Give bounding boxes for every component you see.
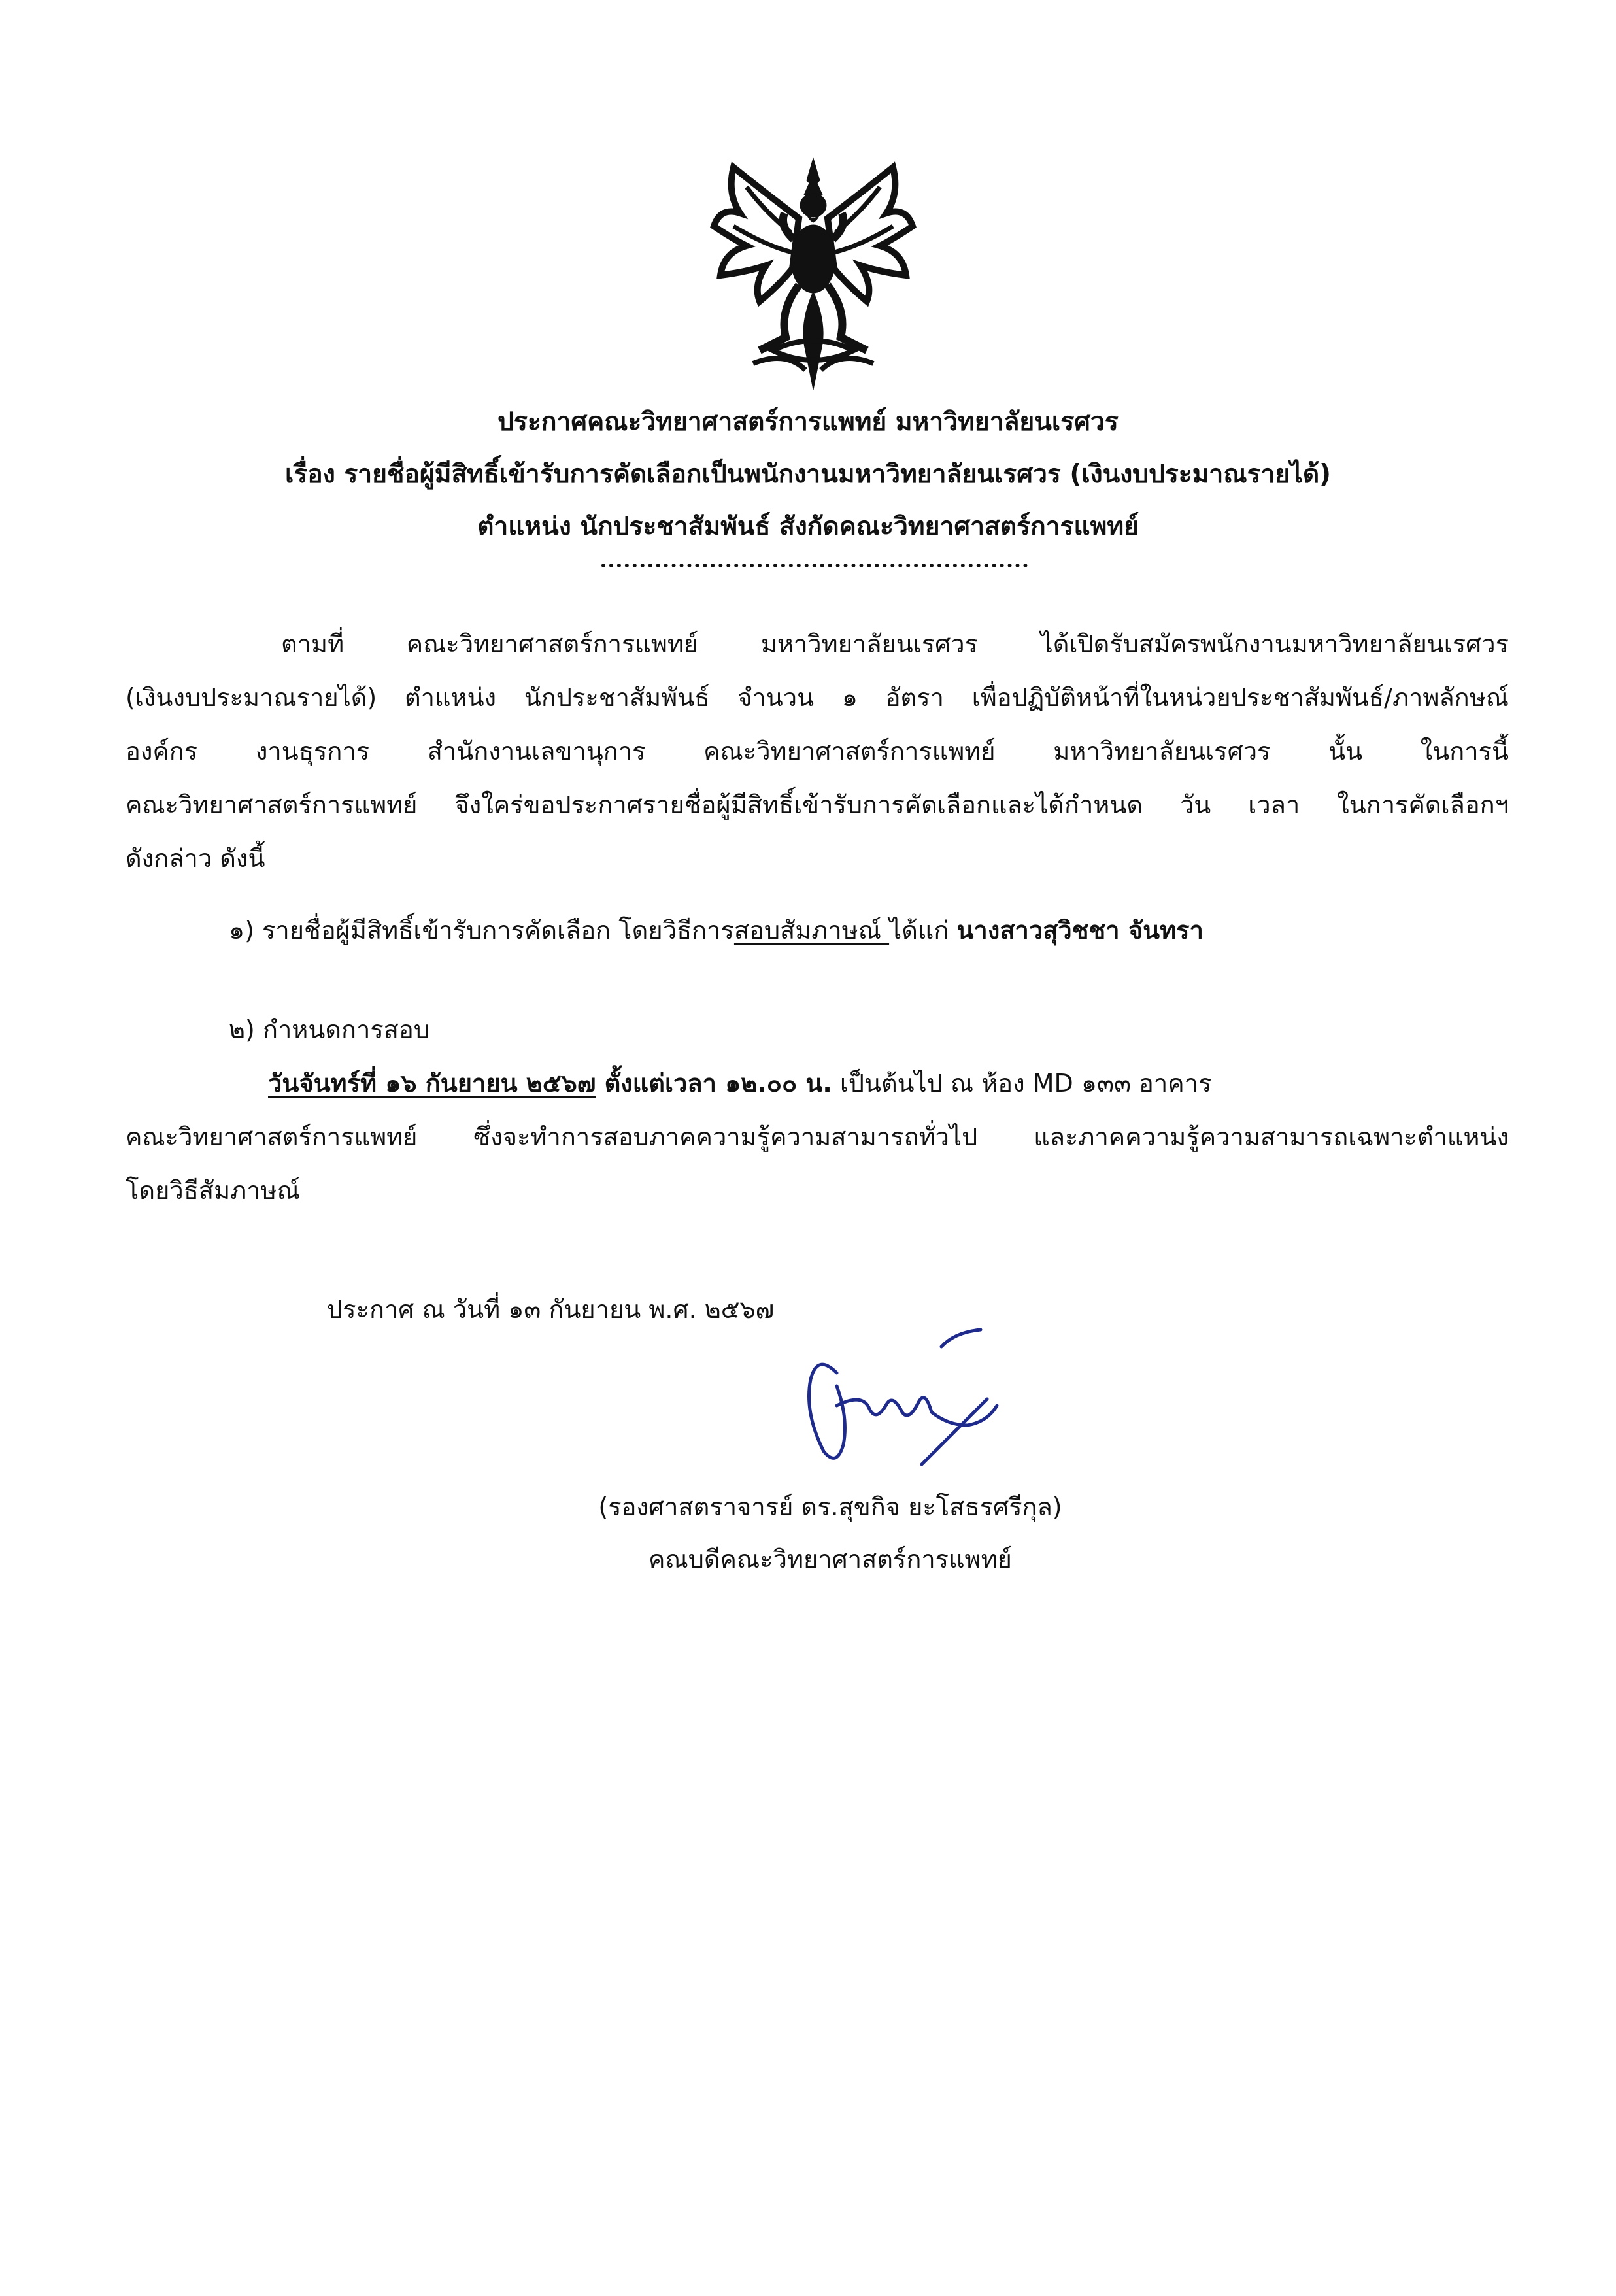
paragraph-line: (เงินงบประมาณรายได้) ตำแหน่ง นักประชาสัมพันธ์ จำนวน ๑ อัตรา เพื่อปฏิบัติหน้าที่ในหน่วยประชาสัมพันธ์/ภาพลักษณ์ [126, 683, 1509, 712]
exam-time: ตั้งแต่เวลา ๑๒.๐๐ น. [596, 1069, 832, 1098]
exam-location: เป็นต้นไป ณ ห้อง MD ๑๓๓ อาคาร [832, 1069, 1212, 1098]
paragraph-line: ตามที่ คณะวิทยาศาสตร์การแพทย์ มหาวิทยาลัยนเรศวร ได้เปิดรับสมัครพนักงานมหาวิทยาลัยนเรศวร [281, 630, 1509, 658]
exam-detail-line: โดยวิธีสัมภาษณ์ [126, 1176, 300, 1205]
position-line: ตำแหน่ง นักประชาสัมพันธ์ สังกัดคณะวิทยาศาสตร์การแพทย์ [477, 512, 1139, 541]
candidate-name: นางสาวสุวิชชา จันทรา [956, 916, 1204, 945]
exam-schedule-line [268, 1067, 1509, 1100]
item1-given-to: ได้แก่ [889, 916, 957, 945]
announcement-title: ประกาศคณะวิทยาศาสตร์การแพทย์ มหาวิทยาลัยนเรศวร [497, 407, 1119, 437]
selection-method: สอบสัมภาษณ์ [733, 916, 890, 945]
item1-prefix: ๑) รายชื่อผู้มีสิทธิ์เข้ารับการคัดเลือก โดยวิธีการ [229, 916, 734, 945]
paragraph-line: องค์กร งานธุรการ สำนักงานเลขานุการ คณะวิทยาศาสตร์การแพทย์ มหาวิทยาลัยนเรศวร นั้น ในการนี้ [126, 737, 1509, 766]
title-divider [601, 564, 1028, 567]
exam-date: วันจันทร์ที่ ๑๖ กันยายน ๒๕๖๗ [268, 1069, 596, 1098]
exam-schedule-title: ๒) กำหนดการสอบ [229, 1015, 429, 1044]
paragraph-line: ดังกล่าว ดังนี้ [126, 844, 265, 873]
announcement-date: ประกาศ ณ วันที่ ๑๓ กันยายน พ.ศ. ๒๕๖๗ [327, 1295, 775, 1324]
signatory-name: (รองศาสตราจารย์ ดร.สุขกิจ ยะโสธรศรีกุล) [598, 1493, 1062, 1521]
signatory-position: คณบดีคณะวิทยาศาสตร์การแพทย์ [648, 1545, 1012, 1574]
signature-icon [791, 1327, 1000, 1477]
subject-line: เรื่อง รายชื่อผู้มีสิทธิ์เข้ารับการคัดเลือกเป็นพนักงานมหาวิทยาลัยนเรศวร (เงินงบประมาณรายได้) [285, 460, 1331, 489]
paragraph-line: คณะวิทยาศาสตร์การแพทย์ จึงใคร่ขอประกาศรายชื่อผู้มีสิทธิ์เข้ารับการคัดเลือกและได้กำหนด วัน เวลา ในการคัดเลือกฯ [126, 790, 1509, 819]
garuda-emblem-icon [707, 154, 919, 395]
exam-detail-line: คณะวิทยาศาสตร์การแพทย์ ซึ่งจะทำการสอบภาคความรู้ความสามารถทั่วไป และภาคความรู้ความสามารถเฉพาะตำแหน่ง [126, 1123, 1509, 1151]
item-eligible-candidates [229, 914, 1204, 947]
